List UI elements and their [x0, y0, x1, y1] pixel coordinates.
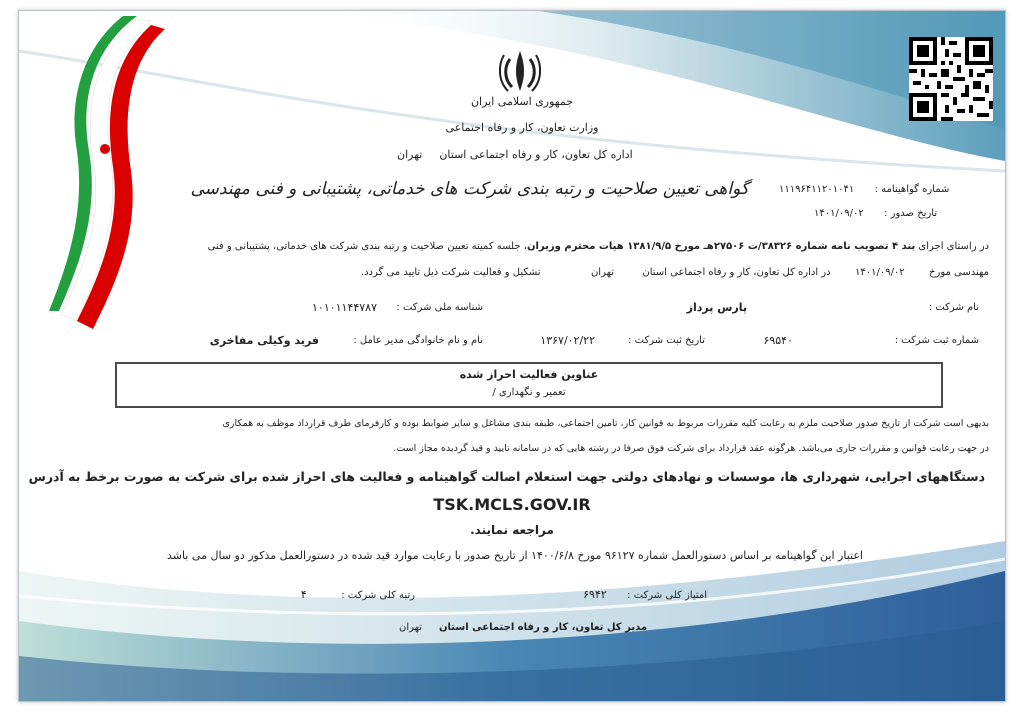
directorate-province: تهران	[397, 148, 423, 161]
total-score-label: امتیاز کلی شرکت :	[627, 590, 707, 601]
qr-code-icon[interactable]	[909, 37, 993, 121]
refer-text: مراجعه نمایند.	[470, 523, 554, 537]
body-paragraph-2: در جهت رعایت قوانین و مقررات جاری می‌باشد. هرگونه عقد قرارداد برای شرکت فوق صرفا در رشته هایی که در سامانه تایید و قید گردیده مجاز است.	[393, 443, 989, 454]
intro-approval: تشکیل و فعالیت شرکت ذیل تایید می گردد.	[360, 267, 541, 278]
national-id-label: شناسه ملی شرکت :	[396, 302, 483, 313]
validity-text: اعتبار این گواهینامه بر اساس دستورالعمل شماره ۹۶۱۲۷ مورخ ۱۴۰۰/۶/۸ از تاریخ صدور با رعایت موارد قید شده در دستورالعمل مذکور دو سال می باشد	[167, 549, 863, 562]
flag-ribbon	[49, 16, 165, 329]
national-id: ۱۰۱۰۱۱۴۴۷۸۷	[312, 301, 377, 314]
reg-number-label: شماره ثبت شرکت :	[894, 335, 979, 346]
ministry-name: وزارت تعاون، کار و رفاه اجتماعی	[445, 121, 599, 134]
issue-date-label: تاریخ صدور :	[884, 208, 938, 219]
inquiry-website-link[interactable]: TSK.MCLS.GOV.IR	[433, 495, 591, 514]
intro-meeting-label: مهندسی مورخ	[929, 267, 989, 278]
certificate-frame	[18, 10, 1006, 702]
cert-number-row	[779, 184, 949, 195]
reg-number: ۶۹۵۴۰	[763, 334, 793, 347]
signature-line	[399, 622, 647, 633]
issue-date-row	[814, 208, 937, 219]
total-score: ۶۹۴۲	[583, 588, 607, 601]
iran-emblem-icon	[498, 47, 542, 95]
body-paragraph-1: بدیهی است شرکت از تاریخ صدور صلاحیت ملزم به رعایت کلیه مقررات مربوط به قوانین کار، تامین اجتماعی، طبقه بندی مشاغل و سایر ضوابط بوده و کارفرمای طرف قرارداد موظف به همکاری	[222, 418, 989, 429]
activities-box	[115, 362, 943, 408]
intro-province: تهران	[590, 267, 614, 278]
inquiry-notice: دستگاههای اجرایی، شهرداری ها، موسسات و نهادهای دولتی جهت استعلام اصالت گواهینامه و فعالیت های احراز شده برای شرکت به صورت برخط به آدرس	[28, 469, 985, 484]
activities-items: تعمیر و نگهداری /	[492, 387, 566, 398]
reg-date-label: تاریخ ثبت شرکت :	[628, 335, 705, 346]
intro-end: ، جلسه کمیته تعیین صلاحیت و رتبه بندی شرکت های خدماتی، پشتیبانی و فنی	[207, 241, 527, 252]
company-name: پارس پرداز	[686, 301, 747, 314]
reg-date: ۱۳۶۷/۰۲/۲۲	[540, 334, 595, 347]
background-decoration	[19, 11, 1005, 701]
signature-role: مدیر کل تعاون، کار و رفاه اجتماعی استان	[439, 622, 648, 633]
ceo-name: فرید وکیلی مفاخری	[209, 334, 319, 347]
rank-label: رتبه کلی شرکت :	[341, 590, 415, 601]
rank-value: ۴	[300, 588, 307, 601]
company-name-label: نام شرکت :	[928, 302, 979, 313]
total-score-row	[583, 588, 707, 601]
activities-title: عناوین فعالیت احراز شده	[459, 368, 599, 381]
intro-start: در راستای اجرای	[915, 241, 989, 252]
ceo-label: نام و نام خانوادگی مدیر عامل :	[353, 335, 483, 346]
issue-date: ۱۴۰۱/۰۹/۰۲	[814, 208, 864, 219]
intro-meeting-date: ۱۴۰۱/۰۹/۰۲	[854, 267, 905, 278]
cert-number-label: شماره گواهینامه :	[874, 184, 950, 195]
rank-row	[301, 588, 415, 601]
intro-line-1	[129, 241, 989, 252]
directorate-name: اداره کل تعاون، کار و رفاه اجتماعی استان	[439, 148, 633, 161]
country-name: جمهوری اسلامی ایران	[470, 95, 574, 108]
intro-line-2	[189, 267, 989, 278]
directorate-line	[397, 148, 633, 161]
certificate-title: گواهی تعیین صلاحیت و رتبه بندی شرکت های خدماتی، پشتیبانی و فنی مهندسی	[190, 179, 749, 199]
cert-number: ۱۱۱۹۶۴۱۱۲۰۱۰۴۱	[779, 184, 855, 195]
signature-province: تهران	[399, 622, 423, 633]
intro-decree: بند ۴ تصویب نامه شماره ۳۸۳۲۶/ت ۲۷۵۰۶هـ مورخ ۱۳۸۱/۹/۵ هیات محترم وزیران	[526, 241, 916, 252]
intro-directorate: در اداره کل تعاون، کار و رفاه اجتماعی استان	[642, 267, 831, 278]
